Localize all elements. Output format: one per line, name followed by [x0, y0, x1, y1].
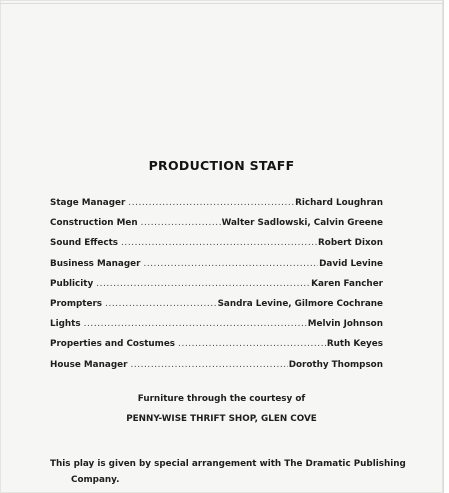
staff-row-construction-men [50, 218, 383, 238]
dot-leader [96, 279, 310, 289]
staff-row-properties-and-costumes [50, 339, 383, 359]
furniture-credit-shop: PENNY-WISE THRIFT SHOP, GLEN COVE [126, 414, 317, 424]
dot-leader [121, 238, 317, 248]
staff-role: Publicity [50, 278, 94, 289]
staff-role: Construction Men [50, 218, 138, 229]
staff-row-house-manager [50, 360, 383, 380]
dot-leader [128, 198, 294, 208]
staff-name: Karen Fancher [311, 278, 383, 289]
staff-row-business-manager [50, 259, 383, 279]
page-top-edge [0, 3, 443, 4]
staff-name: David Levine [319, 258, 383, 269]
staff-role: Stage Manager [50, 198, 126, 208]
staff-name: Sandra Levine, Gilmore Cochrane [217, 298, 383, 309]
staff-row-prompters [50, 299, 383, 319]
furniture-credit-line: Furniture through the courtesy of [137, 394, 306, 404]
arrangement-note-line: Company. [71, 475, 120, 485]
staff-name: Ruth Keyes [326, 339, 383, 350]
dot-leader [105, 299, 217, 309]
page-right-edge [443, 0, 449, 493]
staff-name: Melvin Johnson [307, 319, 383, 330]
dot-leader [178, 339, 326, 349]
staff-role: Properties and Costumes [50, 339, 176, 350]
arrangement-note [50, 456, 406, 488]
staff-role: House Manager [50, 359, 128, 370]
staff-name: Dorothy Thompson [288, 359, 383, 370]
dot-leader [84, 319, 307, 329]
staff-name: Richard Loughran [295, 198, 383, 208]
staff-row-publicity [50, 279, 383, 299]
staff-row-stage-manager [50, 198, 383, 218]
staff-row-sound-effects [50, 238, 383, 258]
page-heading: PRODUCTION STAFF [148, 158, 295, 173]
staff-role: Prompters [50, 298, 103, 309]
staff-role: Business Manager [50, 258, 141, 269]
staff-name: Robert Dixon [318, 238, 383, 249]
staff-list [50, 198, 383, 380]
staff-role: Lights [50, 319, 81, 330]
staff-role: Sound Effects [50, 238, 119, 249]
dot-leader [130, 360, 287, 370]
dot-leader [141, 218, 221, 228]
arrangement-note-line: This play is given by special arrangement with The Dramatic Publishing [50, 459, 406, 469]
staff-row-lights [50, 319, 383, 339]
staff-name: Walter Sadlowski, Calvin Greene [221, 218, 383, 229]
dot-leader [143, 259, 318, 269]
